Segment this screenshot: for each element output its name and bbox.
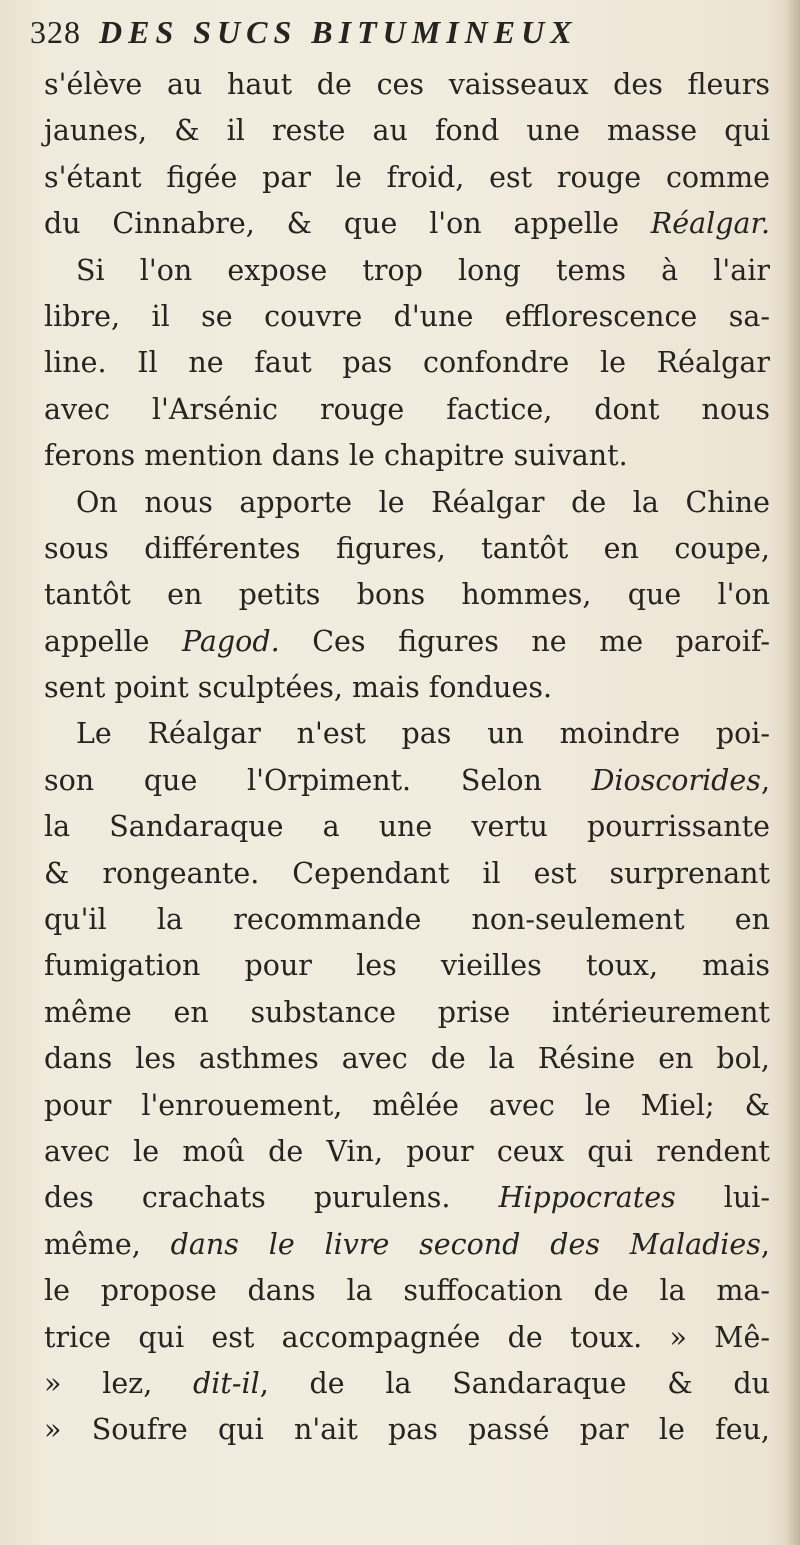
text-line bbox=[44, 387, 770, 433]
text-segment: avec l'Arsénic rouge factice, dont nous bbox=[44, 392, 770, 426]
text-line bbox=[44, 665, 770, 711]
text-segment: avec le moû de Vin, pour ceux qui rendent bbox=[44, 1134, 770, 1168]
text-line bbox=[44, 155, 770, 201]
text-segment: sous différentes figures, tantôt en coupe, bbox=[44, 531, 770, 565]
text-segment: line. Il ne faut pas confondre le Réalgar bbox=[44, 346, 770, 380]
text-line bbox=[44, 62, 770, 108]
text-line bbox=[44, 201, 770, 247]
italic-text: Pagod. bbox=[182, 624, 280, 658]
text-line bbox=[44, 294, 770, 340]
text-line bbox=[44, 619, 770, 665]
text-segment: jaunes, & il reste au fond une masse qui bbox=[44, 114, 770, 148]
text-line bbox=[44, 340, 770, 386]
text-segment: la Sandaraque a une vertu pourrissante bbox=[44, 810, 770, 844]
page-number: 328 bbox=[30, 14, 81, 50]
text-line bbox=[44, 1315, 770, 1361]
page-header bbox=[30, 14, 770, 60]
text-segment: appelle bbox=[44, 624, 183, 658]
text-line bbox=[44, 1036, 770, 1082]
text-segment: même en substance prise intérieurement bbox=[44, 995, 770, 1029]
text-segment: ferons mention dans le chapitre suivant. bbox=[44, 439, 628, 473]
text-segment: même, bbox=[44, 1227, 171, 1261]
text-segment: Ces figures ne me paroif- bbox=[279, 624, 770, 658]
text-segment: » Soufre qui n'ait pas passé par le feu, bbox=[44, 1413, 770, 1447]
page-edge-shadow bbox=[786, 0, 800, 1545]
text-segment: , bbox=[760, 763, 770, 797]
text-line bbox=[44, 990, 770, 1036]
text-line bbox=[44, 248, 770, 294]
text-segment: » lez, bbox=[44, 1366, 194, 1400]
text-segment: & rongeante. Cependant il est surprenant bbox=[44, 856, 770, 890]
text-segment: tantôt en petits bons hommes, que l'on bbox=[44, 578, 770, 612]
text-segment: s'étant figée par le froid, est rouge comme bbox=[44, 160, 770, 194]
body-text bbox=[44, 62, 770, 1454]
italic-text: dans le livre second des Maladies bbox=[170, 1227, 761, 1261]
text-segment: On nous apporte le Réalgar de la Chine bbox=[76, 485, 770, 519]
text-line bbox=[44, 851, 770, 897]
text-segment: du Cinnabre, & que l'on appelle bbox=[44, 207, 651, 241]
running-title: DES SUCS BITUMINEUX bbox=[99, 14, 578, 50]
text-segment: , bbox=[760, 1227, 770, 1261]
text-segment: lui- bbox=[675, 1181, 771, 1215]
text-line bbox=[44, 433, 770, 479]
text-segment: pour l'enrouement, mêlée avec le Miel; & bbox=[44, 1088, 770, 1122]
text-segment: sent point sculptées, mais fondues. bbox=[44, 671, 553, 705]
text-segment: des crachats purulens. bbox=[44, 1181, 499, 1215]
text-segment: son que l'Orpiment. Selon bbox=[44, 763, 592, 797]
text-line bbox=[44, 711, 770, 757]
text-segment: trice qui est accompagnée de toux. » Mê- bbox=[44, 1320, 770, 1354]
text-line bbox=[44, 1361, 770, 1407]
text-line bbox=[44, 526, 770, 572]
italic-text: Hippocrates bbox=[498, 1181, 676, 1215]
text-segment: qu'il la recommande non-seulement en bbox=[44, 903, 770, 937]
text-segment: s'élève au haut de ces vaisseaux des fleurs bbox=[44, 68, 770, 101]
text-segment: fumigation pour les vieilles toux, mais bbox=[44, 949, 770, 983]
text-segment: Le Réalgar n'est pas un moindre poi- bbox=[76, 717, 770, 751]
text-line bbox=[44, 1407, 770, 1453]
text-line bbox=[44, 480, 770, 526]
text-line bbox=[44, 943, 770, 989]
text-line bbox=[44, 1222, 770, 1268]
text-line bbox=[44, 1129, 770, 1175]
text-line bbox=[44, 572, 770, 618]
italic-text: dit-il bbox=[193, 1366, 260, 1400]
text-line bbox=[44, 108, 770, 154]
text-line bbox=[44, 897, 770, 943]
italic-text: Réalgar. bbox=[650, 207, 770, 241]
text-segment: dans les asthmes avec de la Résine en bol, bbox=[44, 1042, 770, 1076]
text-line bbox=[44, 758, 770, 804]
text-line bbox=[44, 1268, 770, 1314]
italic-text: Dioscorides bbox=[591, 763, 761, 797]
text-segment: Si l'on expose trop long tems à l'air bbox=[76, 253, 770, 287]
text-segment: , de la Sandaraque & du bbox=[259, 1366, 770, 1400]
text-line bbox=[44, 1175, 770, 1221]
text-segment: libre, il se couvre d'une efflorescence sa- bbox=[44, 299, 770, 333]
text-line bbox=[44, 804, 770, 850]
text-line bbox=[44, 1083, 770, 1129]
text-segment: le propose dans la suffocation de la ma- bbox=[44, 1274, 770, 1308]
